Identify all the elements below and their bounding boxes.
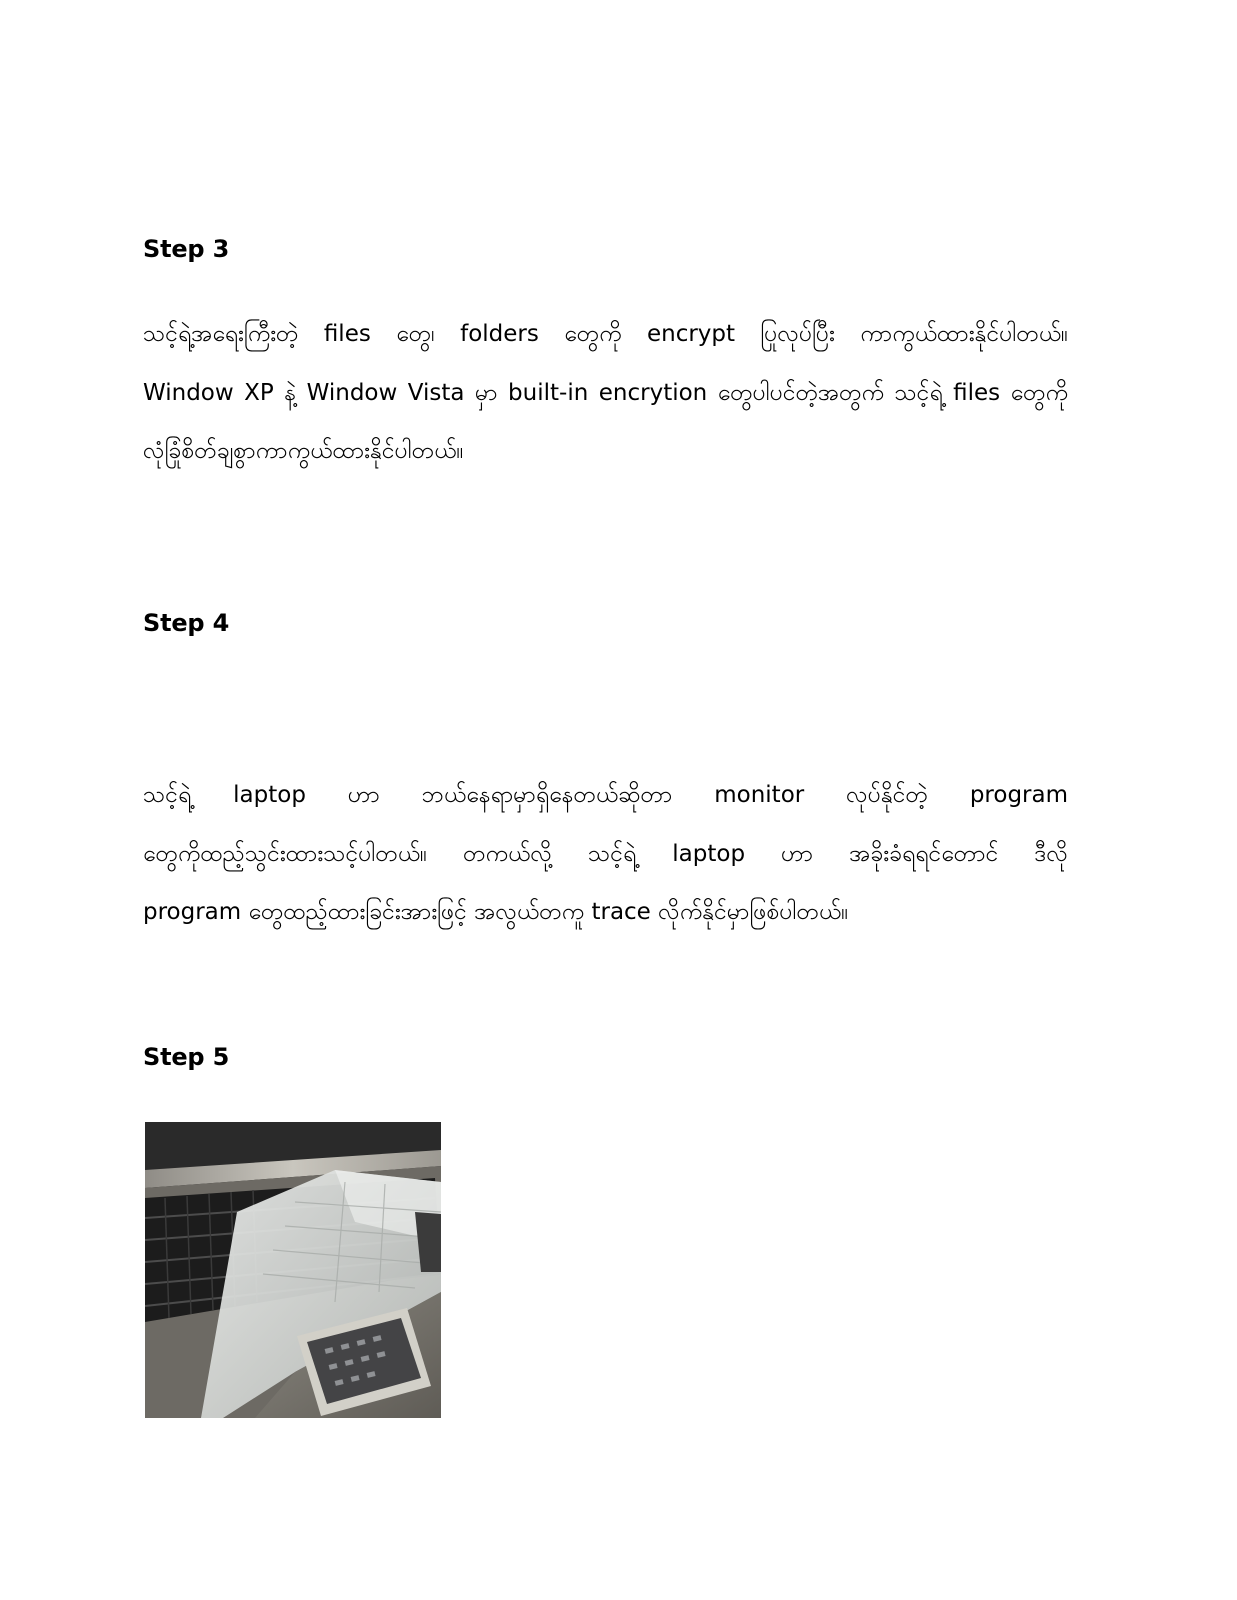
step-3-paragraph (143, 305, 1068, 481)
step-4-line-1: သင့်ရဲ့ laptop ဟာ ဘယ်နေရာမှာရှိနေတယ်ဆိုတာ monitor လုပ်နိုင်တဲ့ program (143, 782, 1068, 808)
step-3-line-2: Window XP နဲ့ Window Vista မှာ built-in encrytion တွေပါပင်တဲ့အတွက် သင့်ရဲ့ files တွေကို (143, 379, 1068, 406)
step-4-line-2: တွေကိုထည့်သွင်းထားသင့်ပါတယ်။ တကယ်လို့ သင့်ရဲ့ laptop ဟာ အခိုးခံရရင်တောင် ဒီလို (143, 840, 1068, 867)
step-4-line-3: program တွေထည့်ထားခြင်းအားဖြင့် အလွယ်တကူ trace လိုက်နိုင်မှာဖြစ်ပါတယ်။ (143, 899, 849, 925)
step-3-line-1: သင့်ရဲ့အရေးကြီးတဲ့ files တွေ၊ folders တွေကို encrypt ပြုလုပ်ပြီး ကာကွယ်ထားနိုင်ပါတယ်။ (143, 321, 1068, 347)
laptop-keyboard-cover-photo (145, 1122, 441, 1418)
step-5-heading: Step 5 (143, 1043, 230, 1071)
step-4-paragraph (143, 766, 1068, 942)
step-3-heading: Step 3 (143, 235, 230, 263)
laptop-photo-icon (145, 1122, 441, 1418)
step-4-heading: Step 4 (143, 609, 230, 637)
step-3-line-3: လုံခြုံစိတ်ချစွာကာကွယ်ထားနိုင်ပါတယ်။ (143, 438, 464, 464)
